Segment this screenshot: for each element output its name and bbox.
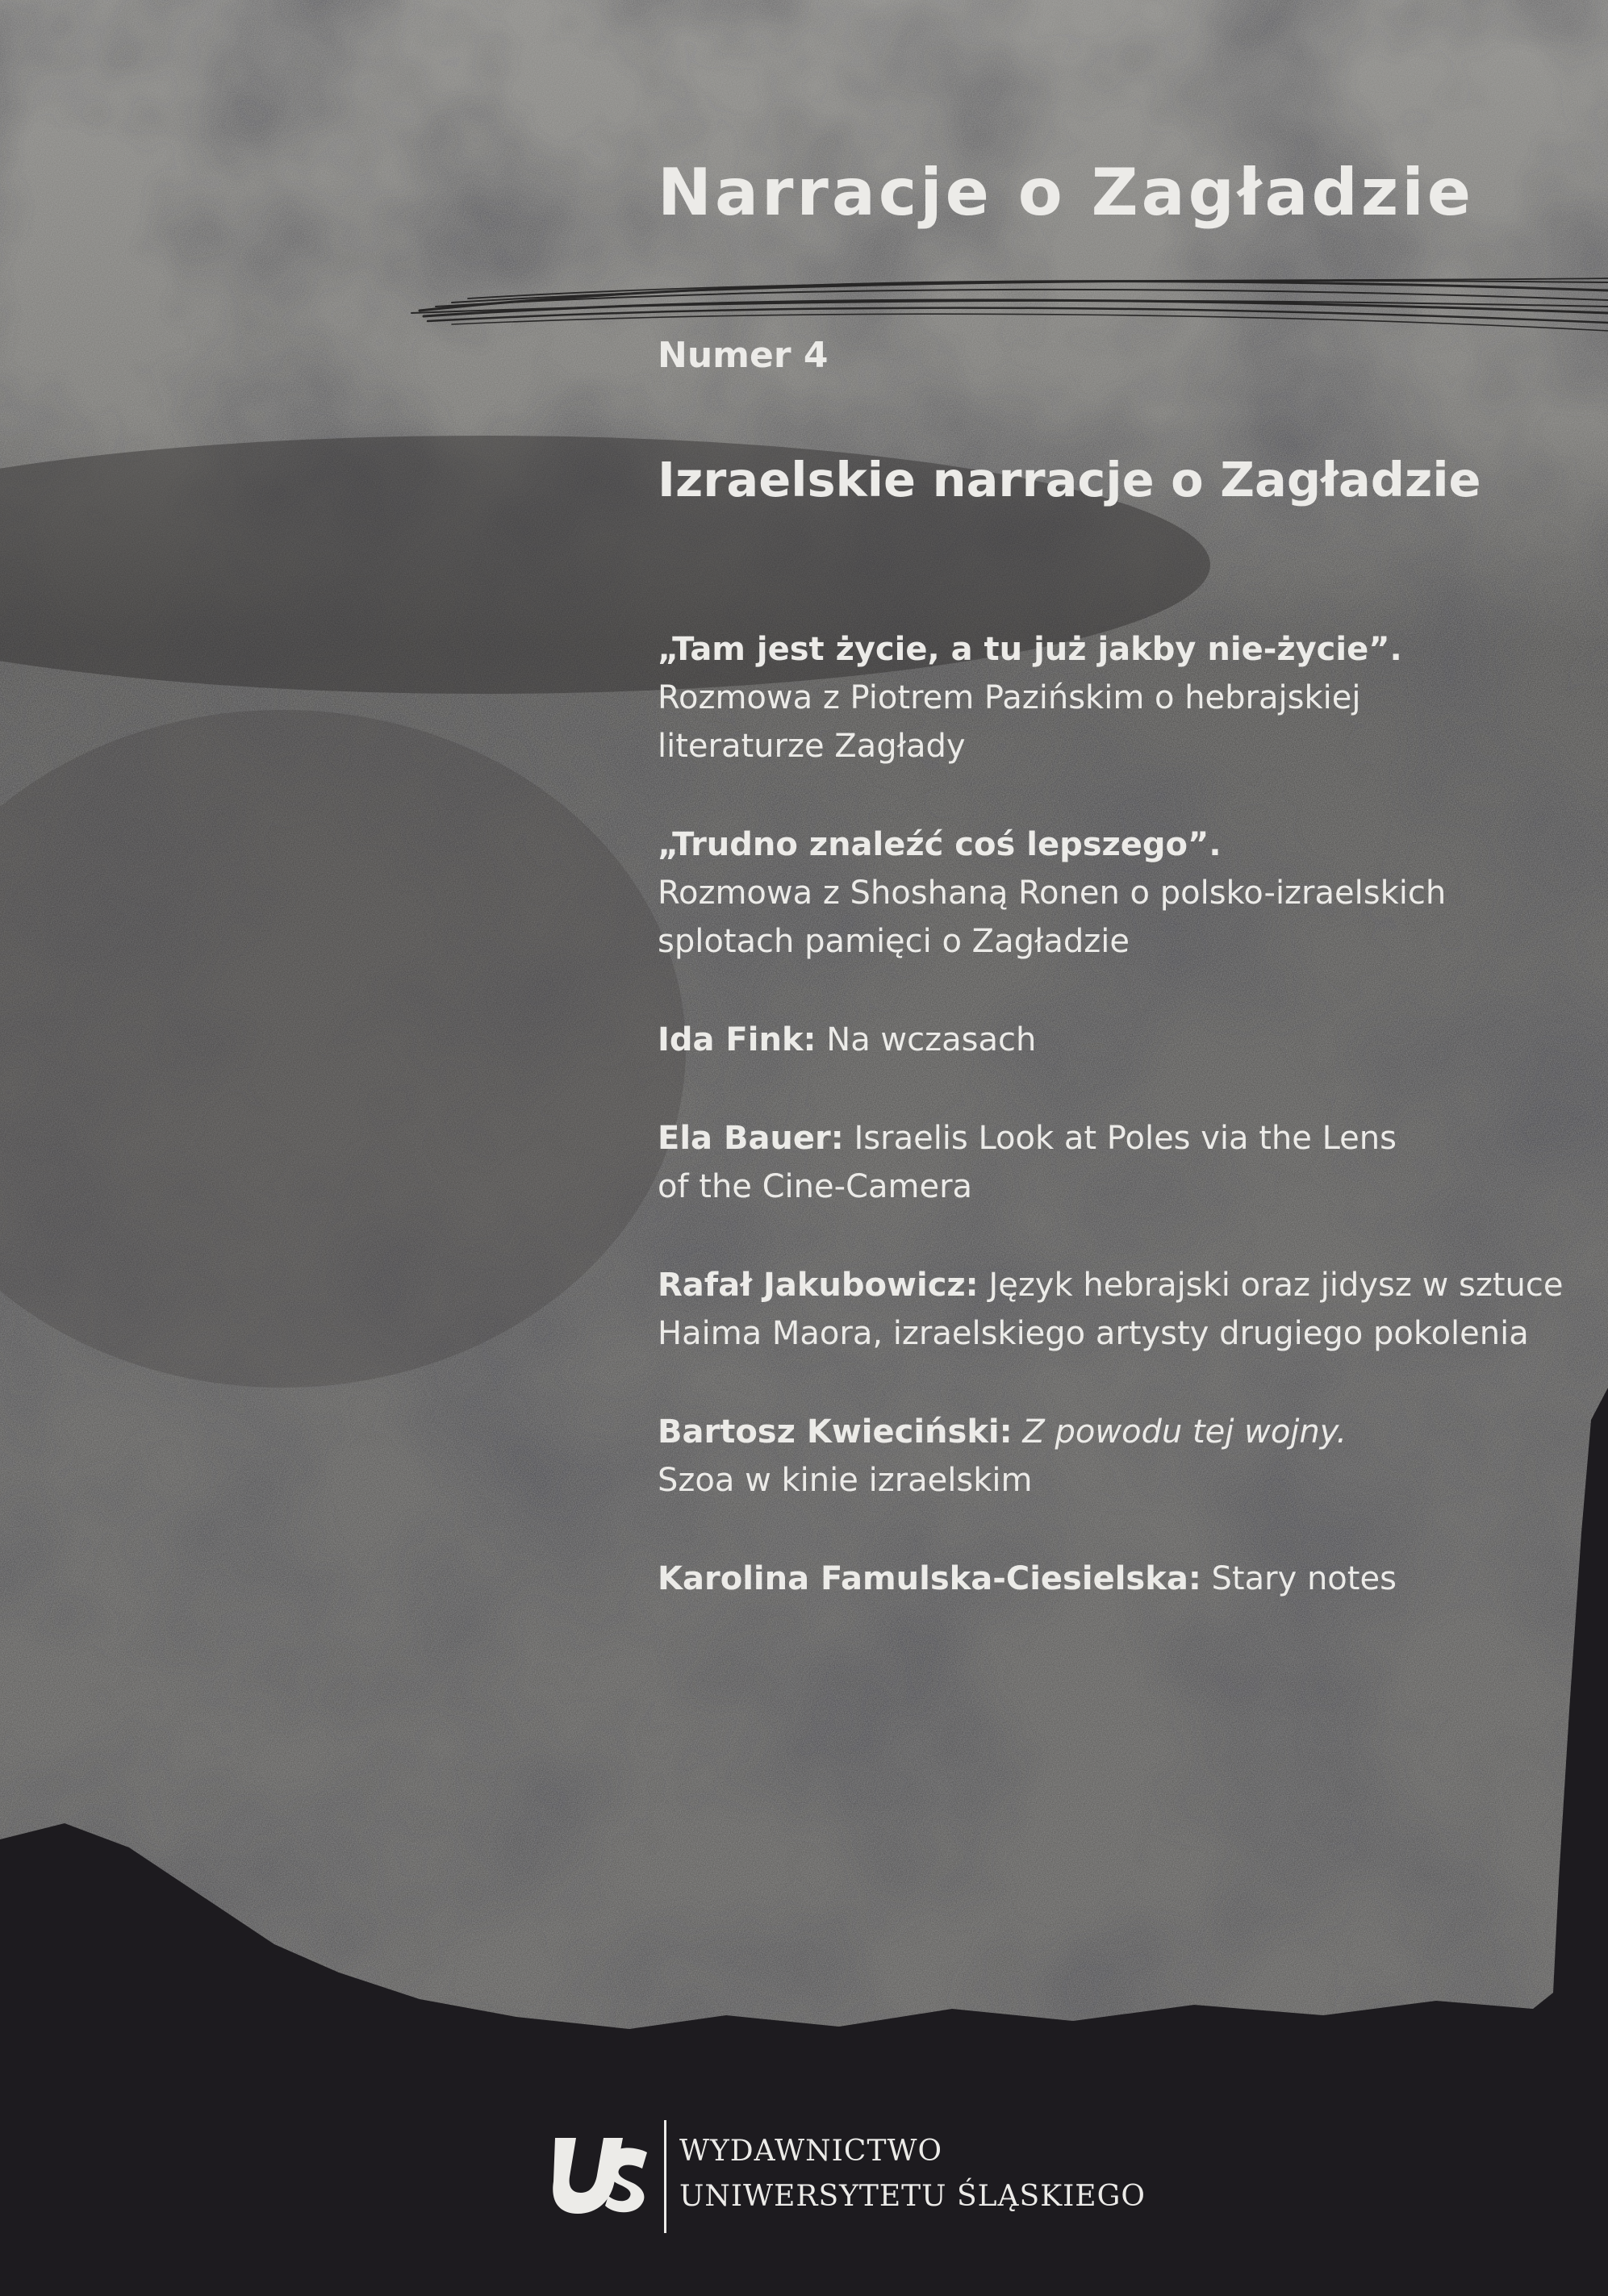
list-item bbox=[658, 1408, 1585, 1505]
article-title: Język hebrajski oraz jidysz w sztuce bbox=[988, 1267, 1564, 1304]
interview-subtitle: literaturze Zagłady bbox=[658, 728, 966, 765]
issue-theme: Izraelskie narracje o Zagładzie bbox=[658, 452, 1481, 507]
author-name: Karolina Famulska-Ciesielska: bbox=[658, 1560, 1201, 1597]
list-item bbox=[658, 1114, 1585, 1211]
interview-subtitle: Rozmowa z Shoshaną Ronen o polsko-izraelskich bbox=[658, 875, 1447, 912]
list-item bbox=[658, 820, 1585, 966]
author-name: Ela Bauer: bbox=[658, 1120, 844, 1157]
author-name: Rafał Jakubowicz: bbox=[658, 1267, 979, 1304]
author-name: Bartosz Kwieciński: bbox=[658, 1413, 1013, 1451]
list-item bbox=[658, 1555, 1585, 1603]
publisher-name-line-2: UNIWERSYTETU ŚLĄSKIEGO bbox=[679, 2180, 1146, 2213]
list-item bbox=[658, 1016, 1585, 1064]
list-item bbox=[658, 625, 1585, 770]
article-title: Stary notes bbox=[1211, 1560, 1397, 1597]
table-of-contents bbox=[658, 625, 1585, 1653]
author-name: Ida Fink: bbox=[658, 1021, 817, 1058]
interview-subtitle: splotach pamięci o Zagładzie bbox=[658, 923, 1130, 960]
article-title-cont: of the Cine-Camera bbox=[658, 1168, 973, 1205]
journal-title: Narracje o Zagładzie bbox=[658, 155, 1475, 230]
article-title: Israelis Look at Poles via the Lens bbox=[854, 1120, 1397, 1157]
issue-number: Numer 4 bbox=[658, 335, 829, 376]
logo-divider bbox=[664, 2120, 666, 2233]
publisher-name-line-1: WYDAWNICTWO bbox=[679, 2135, 942, 2168]
interview-subtitle: Rozmowa z Piotrem Pazińskim o hebrajskiej bbox=[658, 679, 1361, 716]
article-title: Na wczasach bbox=[826, 1021, 1037, 1058]
article-title-cont: Haima Maora, izraelskiego artysty drugiego pokolenia bbox=[658, 1315, 1529, 1352]
publisher-block bbox=[549, 2120, 1146, 2233]
interview-title: „Tam jest życie, a tu już jakby nie-życie”. bbox=[658, 631, 1402, 668]
article-title-cont: Szoa w kinie izraelskim bbox=[658, 1462, 1033, 1499]
list-item bbox=[658, 1261, 1585, 1358]
interview-title: „Trudno znaleźć coś lepszego”. bbox=[658, 826, 1222, 863]
article-title: Z powodu tej wojny. bbox=[1022, 1413, 1347, 1451]
us-logo-icon bbox=[549, 2128, 649, 2225]
